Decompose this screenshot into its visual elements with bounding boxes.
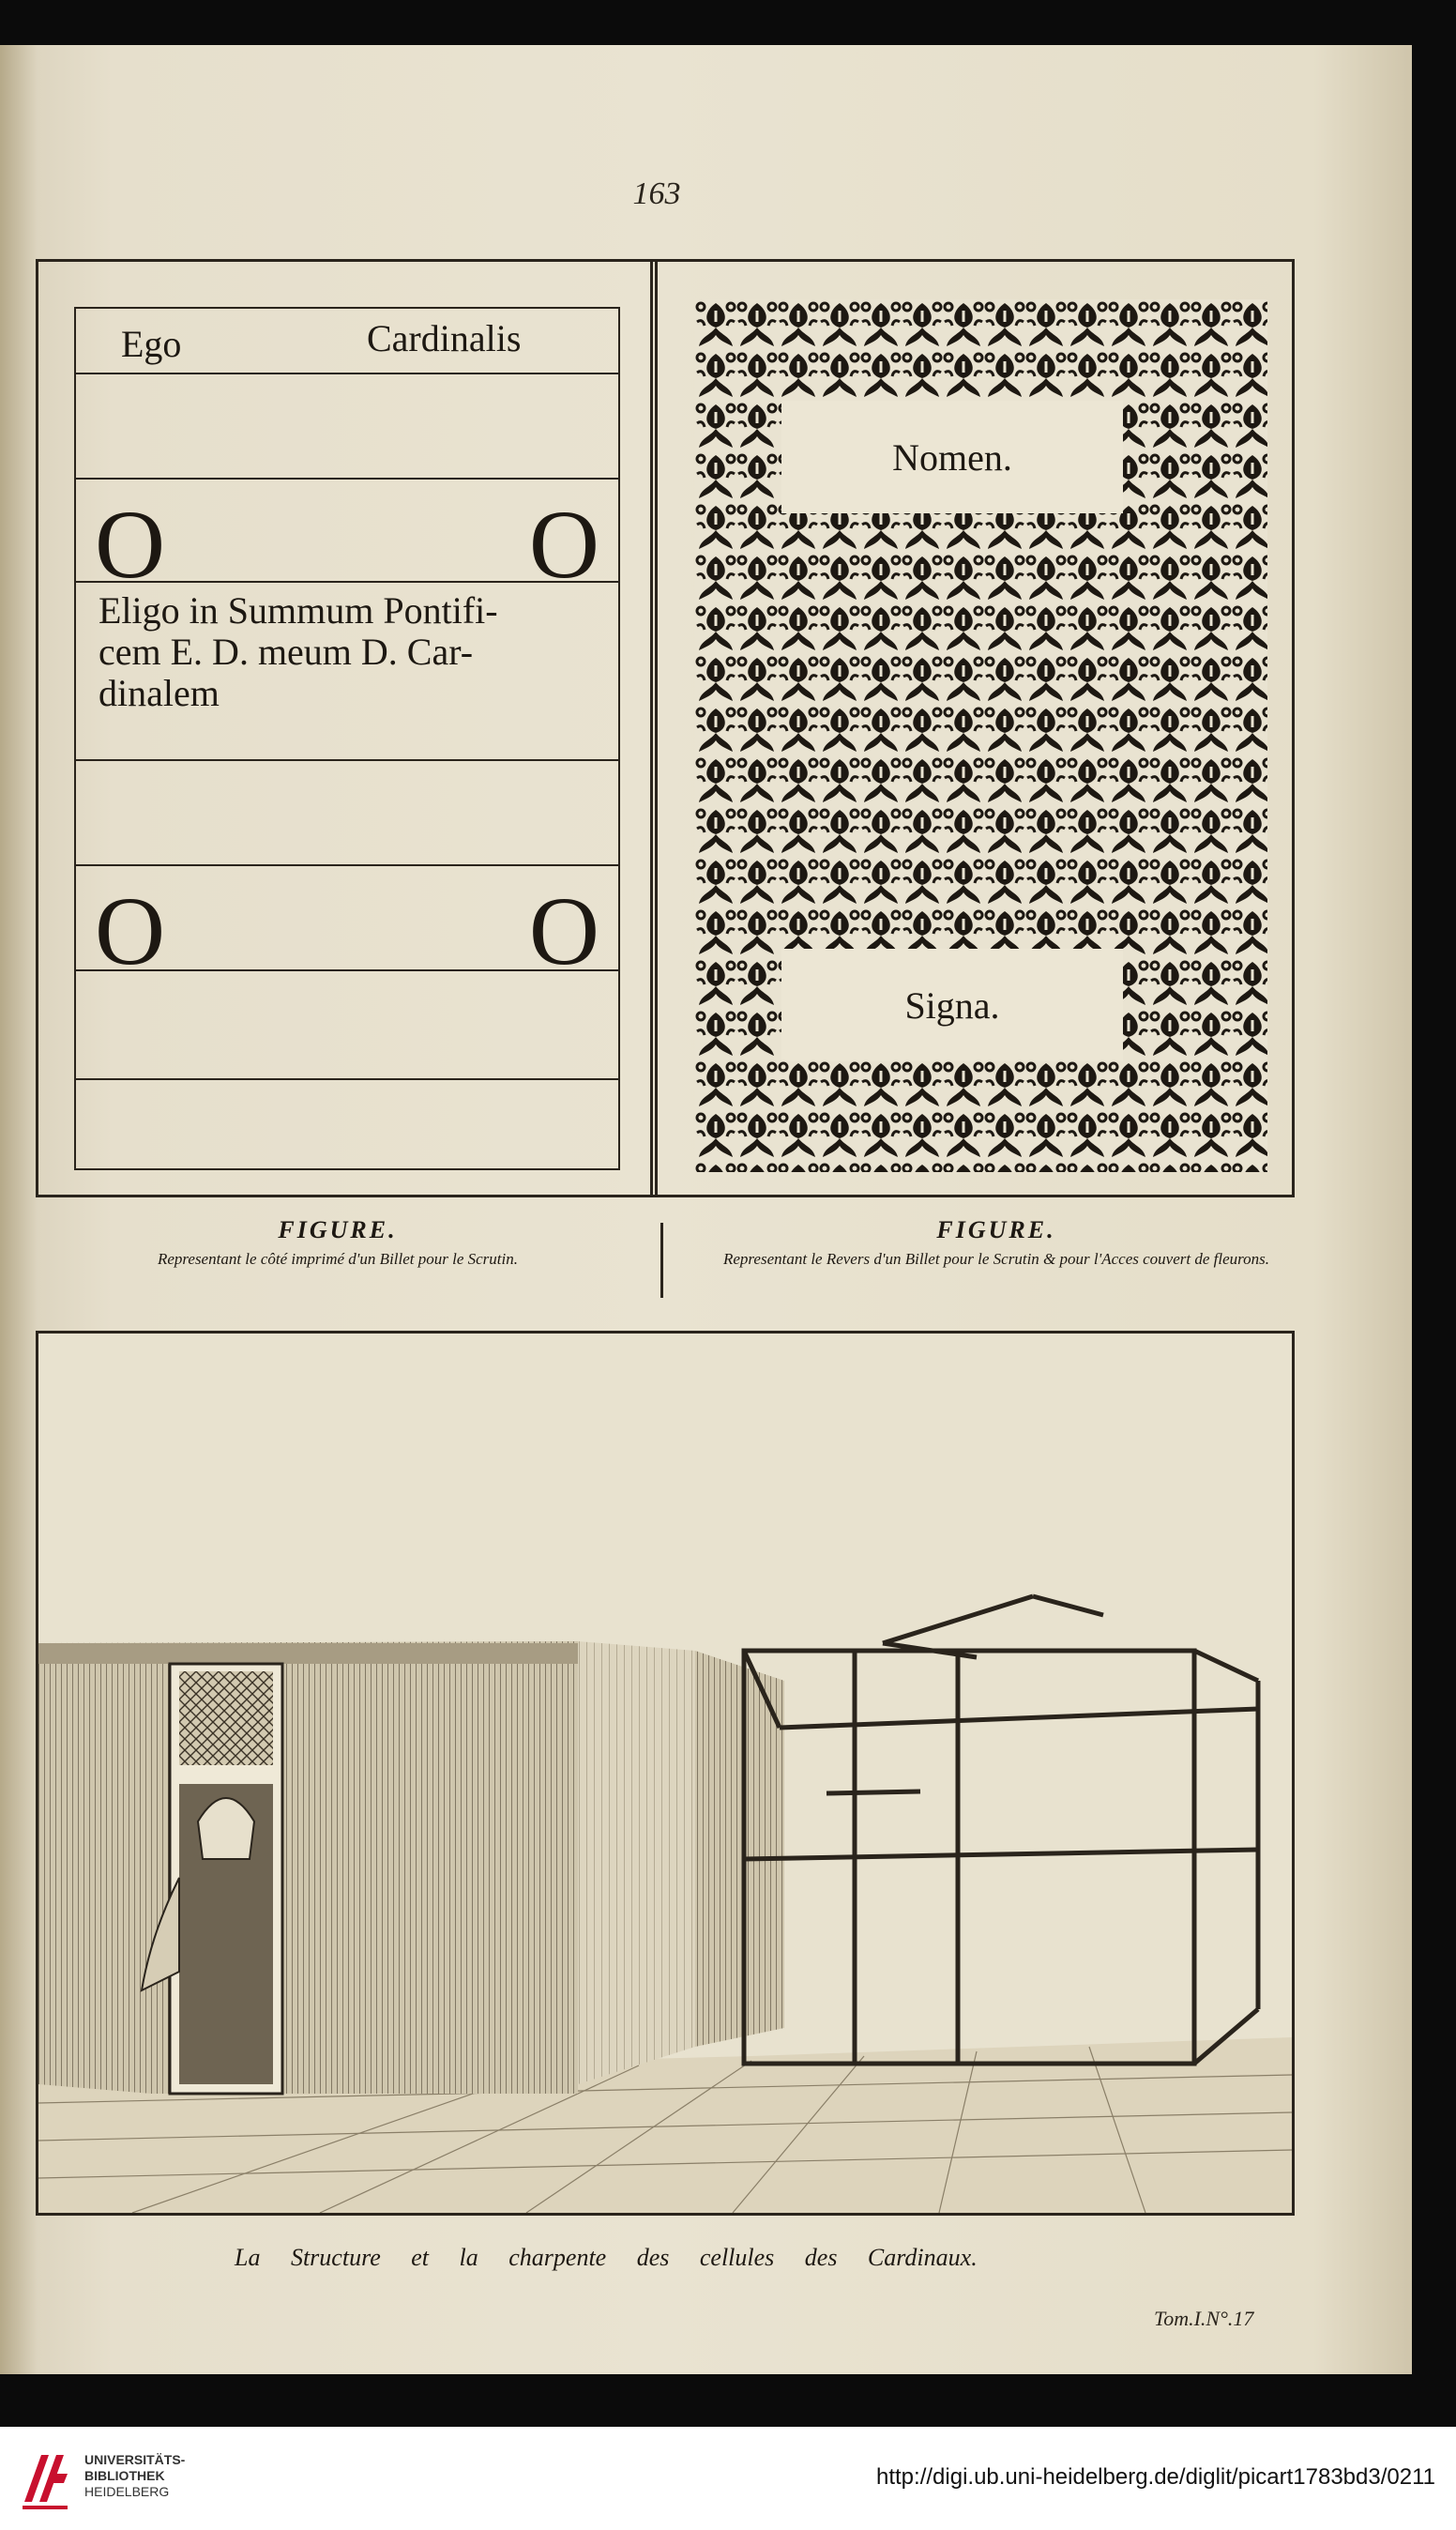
oath-line: Eligo in Summum Pontifi-: [99, 589, 498, 632]
right-figure-caption: [668, 1216, 1325, 1269]
page-number: 163: [632, 176, 681, 211]
ballot-front: [74, 307, 620, 1170]
ballot-oath-text: [99, 590, 596, 714]
ballot-rule: [76, 581, 618, 583]
ballot-rule: [76, 373, 618, 374]
ballot-rule: [76, 759, 618, 761]
left-caption-desc: Representant le côté imprimé d'un Billet pour le Scrutin.: [157, 1250, 518, 1268]
signature-panel: [781, 949, 1123, 1061]
scanned-page: [0, 45, 1412, 2374]
library-footer: [0, 2427, 1456, 2530]
ballot-header-right: Cardinalis: [367, 317, 522, 359]
library-name-line: BIBLIOTHEK: [84, 2468, 165, 2483]
right-caption-desc: Representant le Revers d'un Billet pour le Scrutin & pour l'Acces couvert de fleurons.: [723, 1250, 1269, 1268]
library-name-line: HEIDELBERG: [84, 2484, 170, 2499]
ballot-circle-mark: O: [528, 491, 599, 599]
bottom-plate: [36, 1331, 1295, 2216]
signature-label: Signa.: [904, 983, 1000, 1027]
library-name-line: UNIVERSITÄTS-: [84, 2452, 186, 2467]
name-label: Nomen.: [892, 435, 1012, 479]
name-panel: [781, 401, 1123, 513]
oath-line: dinalem: [99, 672, 220, 714]
top-plate: [36, 259, 1295, 1197]
caption-separator: [660, 1223, 663, 1298]
plate-divider: [650, 262, 658, 1195]
ballot-rule: [76, 864, 618, 866]
left-caption-title: FIGURE.: [278, 1216, 398, 1243]
ballot-rule: [76, 1078, 618, 1080]
library-name: [84, 2452, 185, 2500]
page-url[interactable]: http://digi.ub.uni-heidelberg.de/diglit/picart1783bd3/0211: [876, 2464, 1435, 2490]
ballot-circle-mark: O: [528, 877, 599, 985]
oath-line: cem E. D. meum D. Car-: [99, 631, 474, 673]
ballot-back: [695, 299, 1267, 1172]
ballot-header-left: Ego: [121, 323, 182, 365]
ballot-circle-mark: O: [95, 491, 166, 599]
university-library-logo[interactable]: [17, 2446, 75, 2513]
bottom-plate-caption: La Structure et la charpente des cellules des Cardinaux.: [235, 2244, 978, 2271]
tome-mark: Tom.I.N°.17: [1154, 2307, 1254, 2330]
ballot-rule: [76, 969, 618, 971]
ballot-rule: [76, 478, 618, 480]
cells-engraving: [38, 1334, 1292, 2213]
left-figure-caption: [56, 1216, 619, 1269]
ballot-circle-mark: O: [95, 877, 166, 985]
right-caption-title: FIGURE.: [936, 1216, 1056, 1243]
